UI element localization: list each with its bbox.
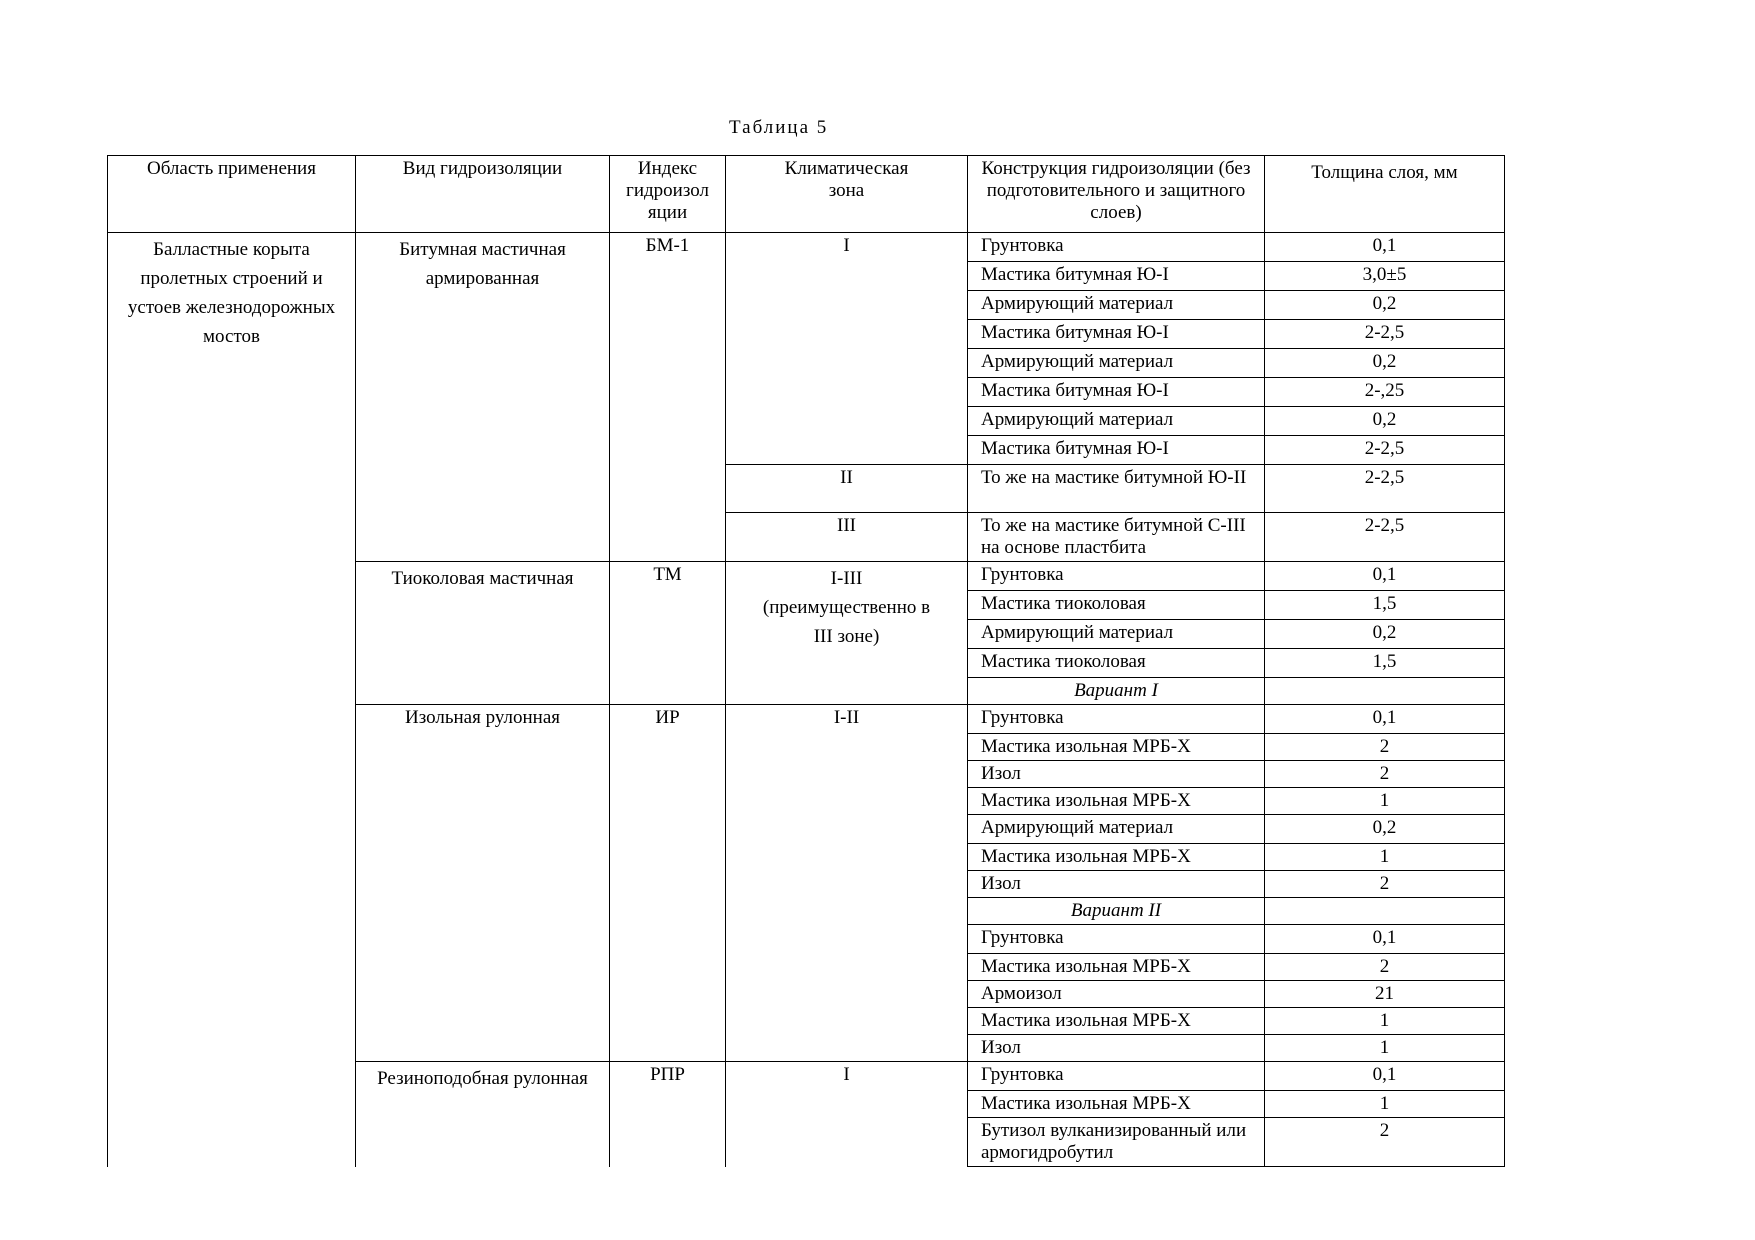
index-cell-ir: ИР — [610, 705, 726, 1062]
type-cell-ir: Изольная рулонная — [356, 705, 610, 1062]
header-zone: Климатическая зона — [726, 156, 968, 233]
waterproofing-table — [107, 155, 1505, 1167]
table-caption: Таблица 5 — [729, 117, 829, 138]
construction-cell: Армирующий материал — [968, 349, 1265, 378]
thickness-cell: 0,1 — [1265, 925, 1505, 954]
thickness-cell: 2-2,5 — [1265, 320, 1505, 349]
thickness-cell: 1 — [1265, 1008, 1505, 1035]
construction-cell: Мастика изольная МРБ-Х — [968, 1008, 1265, 1035]
thickness-cell: 2 — [1265, 761, 1505, 788]
zone-cell-bm-3: III — [726, 513, 968, 562]
construction-cell: Мастика битумная Ю-I — [968, 320, 1265, 349]
construction-cell: Мастика изольная МРБ-Х — [968, 844, 1265, 871]
thickness-cell: 0,1 — [1265, 1062, 1505, 1091]
thickness-cell: 1,5 — [1265, 591, 1505, 620]
construction-cell: То же на мастике битумной Ю-II — [968, 465, 1265, 513]
thickness-cell: 2 — [1265, 734, 1505, 761]
thickness-cell: 1 — [1265, 844, 1505, 871]
construction-cell: Бутизол вулканизированный или армогидробутил — [968, 1118, 1265, 1167]
construction-cell: Мастика изольная МРБ-Х — [968, 734, 1265, 761]
construction-cell: Армирующий материал — [968, 291, 1265, 320]
construction-cell: Грунтовка — [968, 925, 1265, 954]
thickness-cell: 2-2,5 — [1265, 513, 1505, 562]
type-cell-tm: Тиоколовая мастичная — [356, 562, 610, 705]
construction-cell: Армоизол — [968, 981, 1265, 1008]
construction-cell: Мастика битумная Ю-I — [968, 378, 1265, 407]
thickness-cell: 1 — [1265, 788, 1505, 815]
variant-label: Вариант II — [968, 898, 1265, 925]
thickness-cell: 2-2,5 — [1265, 465, 1505, 513]
thickness-cell: 2 — [1265, 954, 1505, 981]
construction-cell: Мастика битумная Ю-I — [968, 436, 1265, 465]
index-cell-rpr: РПР — [610, 1062, 726, 1167]
construction-cell: Армирующий материал — [968, 407, 1265, 436]
thickness-cell: 1 — [1265, 1035, 1505, 1062]
thickness-cell: 2 — [1265, 1118, 1505, 1167]
thickness-cell: 0,2 — [1265, 291, 1505, 320]
header-area: Область применения — [108, 156, 356, 233]
thickness-cell: 0,1 — [1265, 705, 1505, 734]
thickness-cell: 3,0±5 — [1265, 262, 1505, 291]
header-index: Индекс гидроизол яции — [610, 156, 726, 233]
thickness-cell: 2-2,5 — [1265, 436, 1505, 465]
construction-cell: Мастика изольная МРБ-Х — [968, 1091, 1265, 1118]
thickness-cell: 1,5 — [1265, 649, 1505, 678]
thickness-cell: 1 — [1265, 1091, 1505, 1118]
header-thickness: Толщина слоя, мм — [1265, 156, 1505, 233]
thickness-cell: 2-,25 — [1265, 378, 1505, 407]
variant-label: Вариант I — [968, 678, 1265, 705]
zone-cell-bm-2: II — [726, 465, 968, 513]
construction-cell: Мастика тиоколовая — [968, 649, 1265, 678]
construction-cell: То же на мастике битумной С-III на основе пластбита — [968, 513, 1265, 562]
zone-cell-rpr: I — [726, 1062, 968, 1167]
thickness-cell: 2 — [1265, 871, 1505, 898]
construction-cell: Мастика битумная Ю-I — [968, 262, 1265, 291]
header-type: Вид гидроизоляции — [356, 156, 610, 233]
zone-cell-bm-1: I — [726, 233, 968, 465]
construction-cell: Изол — [968, 871, 1265, 898]
header-construction: Конструкция гидроизоляции (без подготовительного и защитного слоев) — [968, 156, 1265, 233]
thickness-cell: 0,2 — [1265, 349, 1505, 378]
index-cell-bm: БМ-1 — [610, 233, 726, 562]
header-row — [108, 156, 1505, 233]
construction-cell: Мастика тиоколовая — [968, 591, 1265, 620]
table-row — [108, 233, 1505, 262]
construction-cell: Мастика изольная МРБ-Х — [968, 788, 1265, 815]
thickness-cell-empty — [1265, 898, 1505, 925]
zone-cell-tm: I-III (преимущественно в III зоне) — [726, 562, 968, 705]
construction-cell: Армирующий материал — [968, 815, 1265, 844]
index-cell-tm: ТМ — [610, 562, 726, 705]
construction-cell: Армирующий материал — [968, 620, 1265, 649]
type-cell-bm: Битумная мастичная армированная — [356, 233, 610, 562]
thickness-cell: 21 — [1265, 981, 1505, 1008]
construction-cell: Мастика изольная МРБ-Х — [968, 954, 1265, 981]
thickness-cell-empty — [1265, 678, 1505, 705]
thickness-cell: 0,1 — [1265, 562, 1505, 591]
area-cell: Балластные корыта пролетных строений и устоев железнодорожных мостов — [108, 233, 356, 1167]
thickness-cell: 0,1 — [1265, 233, 1505, 262]
construction-cell: Изол — [968, 1035, 1265, 1062]
type-cell-rpr: Резиноподобная рулонная — [356, 1062, 610, 1167]
zone-cell-ir: I-II — [726, 705, 968, 1062]
construction-cell: Грунтовка — [968, 233, 1265, 262]
construction-cell: Грунтовка — [968, 1062, 1265, 1091]
thickness-cell: 0,2 — [1265, 815, 1505, 844]
thickness-cell: 0,2 — [1265, 407, 1505, 436]
construction-cell: Грунтовка — [968, 562, 1265, 591]
thickness-cell: 0,2 — [1265, 620, 1505, 649]
construction-cell: Изол — [968, 761, 1265, 788]
construction-cell: Грунтовка — [968, 705, 1265, 734]
